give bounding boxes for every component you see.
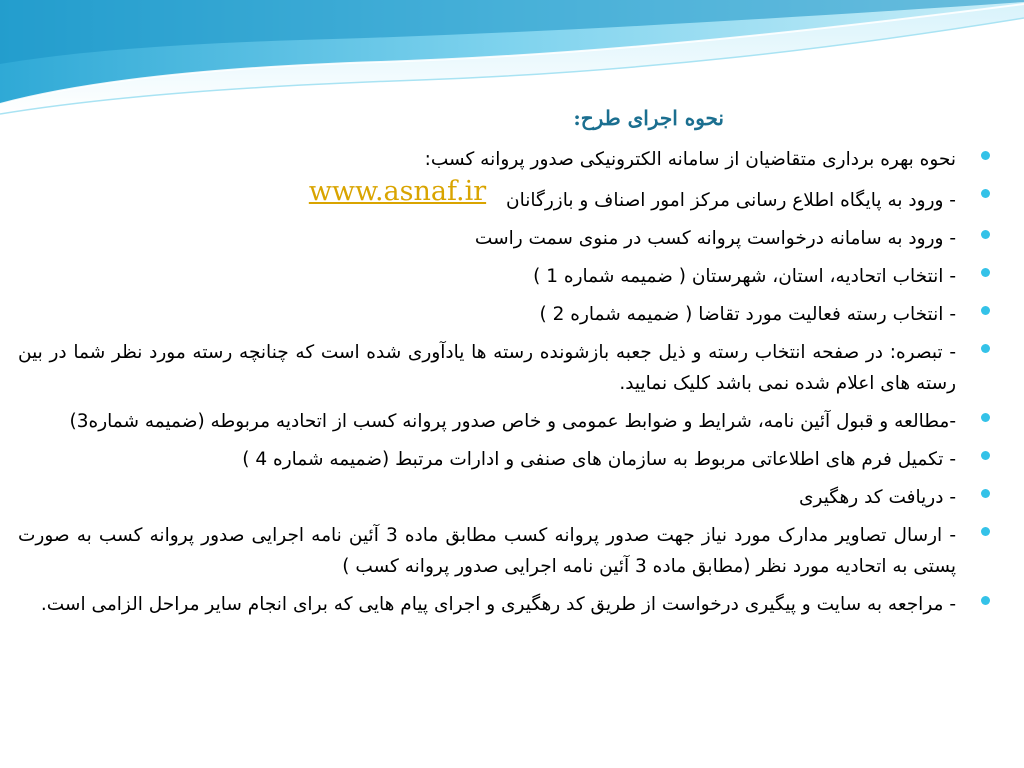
list-item bbox=[18, 444, 990, 475]
list-item bbox=[18, 144, 990, 175]
list-item-text: - مراجعه به سایت و پیگیری درخواست از طریق کد رهگیری و اجرای پیام هایی که برای انجام سایر مراحل الزامی است. bbox=[40, 594, 956, 615]
header-wave-decoration bbox=[0, 0, 1024, 120]
bullet-dot-icon bbox=[981, 306, 990, 315]
list-item bbox=[18, 520, 990, 582]
list-item-text: - انتخاب اتحادیه، استان، شهرستان ( ضمیمه شماره 1 ) bbox=[533, 266, 956, 287]
list-item-text: - تبصره: در صفحه انتخاب رسته و ذیل جعبه بازشونده رسته ها یادآوری شده است که چنانچه رسته مورد نظر شما در بین رسته های اعلام شده نمی باشد کلیک نمایید. bbox=[18, 342, 956, 394]
bullet-dot-icon bbox=[981, 230, 990, 239]
slide-title: نحوه اجرای طرح: bbox=[573, 106, 724, 130]
bullet-dot-icon bbox=[981, 413, 990, 422]
list-item-text: - انتخاب رسته فعالیت مورد تقاضا ( ضمیمه شماره 2 ) bbox=[539, 304, 956, 325]
bullet-dot-icon bbox=[981, 596, 990, 605]
list-item-text: - ورود به سامانه درخواست پروانه کسب در منوی سمت راست bbox=[474, 228, 956, 249]
list-item-text: - ورود به پایگاه اطلاع رسانی مرکز امور اصناف و بازرگانان bbox=[506, 190, 956, 211]
bullet-dot-icon bbox=[981, 527, 990, 536]
bullet-list bbox=[18, 144, 990, 627]
list-item bbox=[18, 176, 990, 216]
bullet-dot-icon bbox=[981, 189, 990, 198]
list-item bbox=[18, 299, 990, 330]
bullet-dot-icon bbox=[981, 489, 990, 498]
list-item-text: - دریافت کد رهگیری bbox=[799, 487, 956, 508]
list-item bbox=[18, 261, 990, 292]
list-item-text: - تکمیل فرم های اطلاعاتی مربوط به سازمان های صنفی و ادارات مرتبط (ضمیمه شماره 4 ) bbox=[242, 449, 956, 470]
bullet-dot-icon bbox=[981, 451, 990, 460]
list-item-text: -مطالعه و قبول آئین نامه، شرایط و ضوابط عمومی و خاص صدور پروانه کسب از اتحادیه مربوطه (ضمیمه شماره3) bbox=[69, 411, 956, 432]
list-item-text: - ارسال تصاویر مدارک مورد نیاز جهت صدور پروانه کسب مطابق ماده 3 آئین نامه اجرایی صدور پروانه کسب به صورت پستی به اتحادیه مورد نظر (مطابق ماده 3 آئین نامه اجرایی صدور پروانه کسب ) bbox=[18, 525, 956, 577]
list-item bbox=[18, 482, 990, 513]
list-item bbox=[18, 589, 990, 620]
asnaf-website-link[interactable]: www.asnaf.ir bbox=[308, 176, 487, 207]
list-item bbox=[18, 223, 990, 254]
bullet-dot-icon bbox=[981, 151, 990, 160]
list-item-text: نحوه بهره برداری متقاضیان از سامانه الکترونیکی صدور پروانه کسب: bbox=[424, 149, 956, 170]
list-item bbox=[18, 337, 990, 399]
bullet-dot-icon bbox=[981, 344, 990, 353]
bullet-dot-icon bbox=[981, 268, 990, 277]
list-item bbox=[18, 406, 990, 437]
